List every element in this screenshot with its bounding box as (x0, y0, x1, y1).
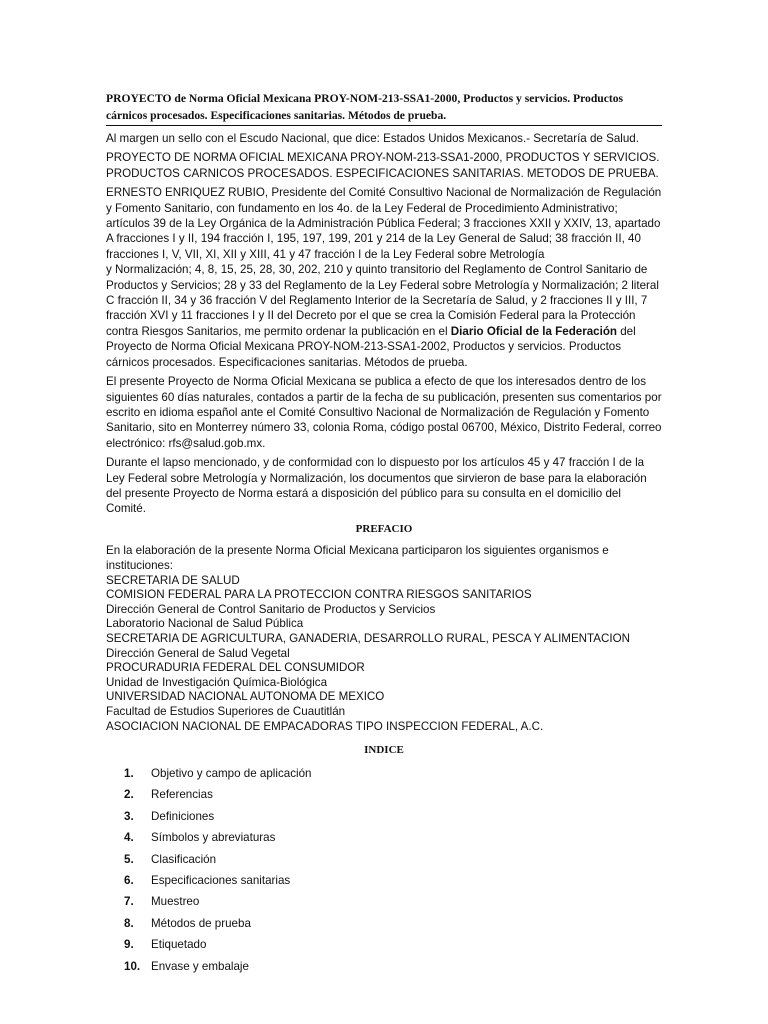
organization-item: UNIVERSIDAD NACIONAL AUTONOMA DE MEXICO (106, 690, 385, 704)
index-list (106, 766, 662, 980)
index-item (106, 937, 662, 958)
index-item-number: 10. (124, 959, 141, 973)
index-item-label: Definiciones (151, 809, 215, 823)
organization-item: Unidad de Investigación Química-Biológica (106, 675, 328, 689)
document-title: PROYECTO de Norma Oficial Mexicana PROY-NOM-213-SSA1-2000, Productos y servicios. Productos cárnicos procesados. Especificaciones sanitarias. Métodos de prueba. (106, 90, 662, 126)
prefacio-heading: PREFACIO (355, 522, 413, 535)
index-item-label: Símbolos y abreviaturas (151, 831, 276, 845)
diario-oficial-name: Diario Oficial de la Federación (450, 324, 618, 338)
index-item-number: 8. (124, 916, 134, 930)
index-item (106, 852, 662, 873)
index-item (106, 787, 662, 808)
organization-item: Dirección General de Salud Vegetal (106, 646, 290, 660)
intro-paragraph (106, 185, 662, 370)
index-item (106, 894, 662, 915)
margin-note: Al margen un sello con el Escudo Nacional, que dice: Estados Unidos Mexicanos.- Secretaría de Salud. (106, 132, 639, 145)
index-item-number: 9. (124, 938, 134, 952)
index-item-number: 1. (124, 767, 134, 781)
organization-list (106, 574, 662, 735)
index-item (106, 809, 662, 830)
index-item-number: 2. (124, 788, 134, 802)
organization-item: Laboratorio Nacional de Salud Pública (106, 617, 304, 631)
organization-item: ASOCIACION NACIONAL DE EMPACADORAS TIPO INSPECCION FEDERAL, A.C. (106, 719, 544, 733)
document-body (106, 90, 662, 980)
index-item-label: Clasificación (151, 852, 217, 866)
publication-paragraph: El presente Proyecto de Norma Oficial Mexicana se publica a efecto de que los interesados dentro de los siguientes 60 días naturales, contados a partir de la fecha de su publicación, presenten sus comentarios por escrito en idioma español ante el Comité Consultivo Nacional de Normalización de Regulación y Fomento Sanitario, sito en Monterrey número 33, colonia Roma, código postal 06700, México, Distrito Federal, correo electrónico: rfs@salud.gob.mx. (106, 375, 662, 450)
organization-item: PROCURADURIA FEDERAL DEL CONSUMIDOR (106, 661, 365, 675)
index-item-label: Envase y embalaje (151, 959, 249, 973)
intro-text-3: del Proyecto de Norma Oficial Mexicana PROY-NOM-213-SSA1-2002, Productos y servicios. Productos cárnicos procesados. Especificaciones sanitarias. Métodos de prueba. (106, 324, 636, 369)
indice-heading: INDICE (364, 744, 404, 757)
index-item-number: 4. (124, 831, 134, 845)
index-item-label: Etiquetado (151, 938, 207, 952)
intro-text-2: y Normalización; 4, 8, 15, 25, 28, 30, 202, 210 y quinto transitorio del Reglamento de Control Sanitario de Productos y Servicios; 28 y 33 del Reglamento de la Ley Federal sobre Metrología y Normalización; 2 literal C fracción II, 34 y 36 fracción V del Reglamento Interior de la Secretaría de Salud, y 2 fracciones II y III, 7 fracción XVI y 11 fracciones I y II del Decreto por el que se crea la Comisión Federal para la Protección contra Riesgos Sanitarios, me permito ordenar la publicación en el (106, 263, 659, 338)
index-item-label: Objetivo y campo de aplicación (151, 767, 312, 781)
index-item (106, 766, 662, 787)
index-item-label: Métodos de prueba (151, 916, 251, 930)
intro-text-1: ERNESTO ENRIQUEZ RUBIO, Presidente del Comité Consultivo Nacional de Normalización de Regulación y Fomento Sanitario, con fundamento en los 4o. de la Ley Federal de Procedimiento Administrativo; artículos 39 de la Ley Orgánica de la Administración Pública Federal; 3 fracciones XXII y XXIV, 13, apartado A fracciones I y II, 194 fracción I, 195, 197, 199, 201 y 214 de la Ley General de Salud; 38 fracción II, 40 fracciones I, V, VII, XI, XII y XIII, 41 y 47 fracción I de la Ley Federal sobre Metrología (106, 186, 662, 261)
organization-item: SECRETARIA DE SALUD (106, 573, 240, 587)
index-item (106, 830, 662, 851)
index-item-number: 3. (124, 809, 134, 823)
lapse-paragraph: Durante el lapso mencionado, y de conformidad con lo dispuesto por los artículos 45 y 47 fracción I de la Ley Federal sobre Metrología y Normalización, los documentos que sirvieron de base para la elaboración del presente Proyecto de Norma estará a disposición del público para su consulta en el domicilio del Comité. (106, 456, 647, 516)
organization-item: Facultad de Estudios Superiores de Cuautitlán (106, 704, 346, 718)
organization-item: SECRETARIA DE AGRICULTURA, GANADERIA, DESARROLLO RURAL, PESCA Y ALIMENTACION (106, 631, 630, 645)
index-item-number: 6. (124, 874, 134, 888)
index-item (106, 959, 662, 980)
index-item-label: Muestreo (151, 895, 200, 909)
organization-item: Dirección General de Control Sanitario de Productos y Servicios (106, 602, 436, 616)
index-item (106, 873, 662, 894)
index-item-label: Referencias (151, 788, 213, 802)
index-item (106, 916, 662, 937)
index-item-number: 5. (124, 852, 134, 866)
organization-item: COMISION FEDERAL PARA LA PROTECCION CONTRA RIESGOS SANITARIOS (106, 588, 532, 602)
prefacio-intro: En la elaboración de la presente Norma Oficial Mexicana participaron los siguientes organismos e instituciones: (106, 543, 609, 573)
index-item-label: Especificaciones sanitarias (151, 874, 291, 888)
index-item-number: 7. (124, 895, 134, 909)
uppercase-title: PROYECTO DE NORMA OFICIAL MEXICANA PROY-NOM-213-SSA1-2000, PRODUCTOS Y SERVICIOS. PRODUCTOS CARNICOS PROCESADOS. ESPECIFICACIONES SANITARIAS. METODOS DE PRUEBA. (106, 151, 660, 180)
